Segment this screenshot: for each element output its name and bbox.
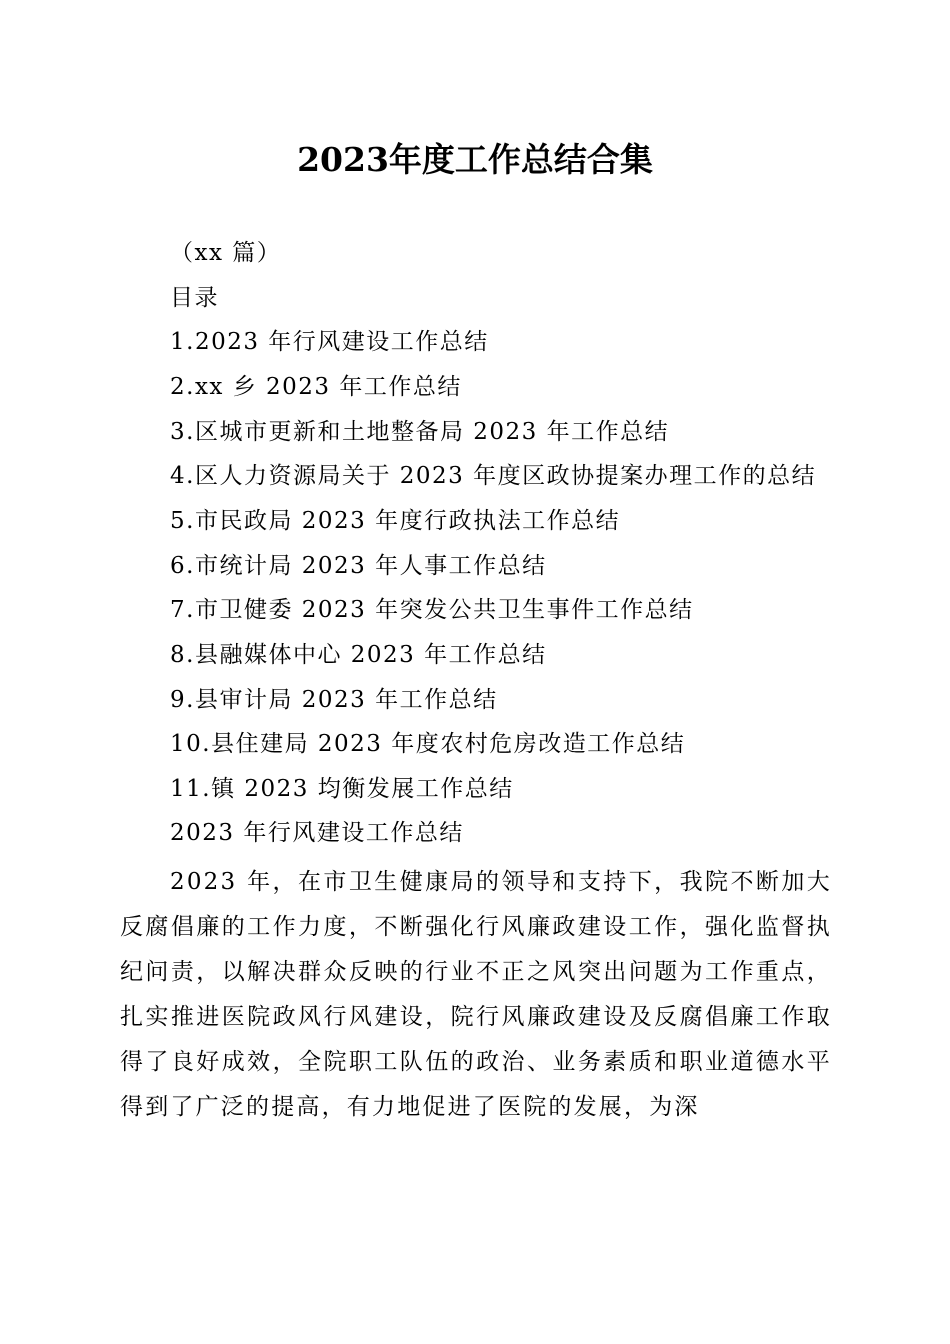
- toc-item: 6.市统计局 2023 年人事工作总结: [170, 553, 547, 579]
- document-subtitle: （xx 篇）: [170, 240, 282, 266]
- toc-item: 11.镇 2023 均衡发展工作总结: [170, 776, 514, 802]
- toc-item: 10.县住建局 2023 年度农村危房改造工作总结: [170, 731, 686, 757]
- body-paragraph: 2023 年，在市卫生健康局的领导和支持下，我院不断加大反腐倡廉的工作力度，不断强化行风廉政建设工作，强化监督执纪问责，以解决群众反映的行业不正之风突出问题为工作重点，扎实推进医院政风行风建设，院行风廉政建设及反腐倡廉工作取得了良好成效，全院职工队伍的政治、业务素质和职业道德水平得到了广泛的提高，有力地促进了医院的发展，为深: [120, 869, 832, 1120]
- toc-item: 2.xx 乡 2023 年工作总结: [170, 374, 462, 400]
- toc-item: 9.县审计局 2023 年工作总结: [170, 687, 498, 713]
- section-heading: 2023 年行风建设工作总结: [170, 820, 464, 846]
- toc-item: 3.区城市更新和土地整备局 2023 年工作总结: [170, 419, 670, 445]
- toc-item: 1.2023 年行风建设工作总结: [170, 329, 489, 355]
- toc-item: 8.县融媒体中心 2023 年工作总结: [170, 642, 547, 668]
- toc-heading: 目录: [170, 285, 219, 311]
- toc-item: 4.区人力资源局关于 2023 年度区政协提案办理工作的总结: [170, 463, 817, 489]
- toc-item: 5.市民政局 2023 年度行政执法工作总结: [170, 508, 621, 534]
- document-title: 2023年度工作总结合集: [297, 140, 653, 179]
- toc-item: 7.市卫健委 2023 年突发公共卫生事件工作总结: [170, 597, 694, 623]
